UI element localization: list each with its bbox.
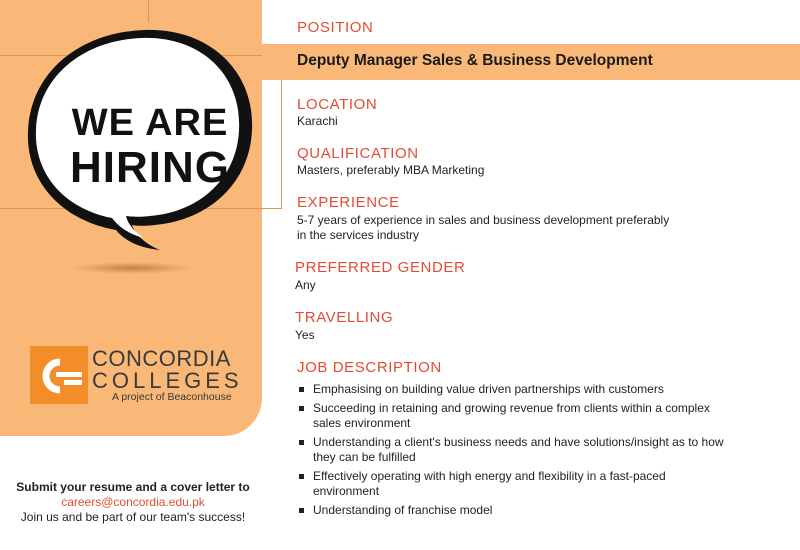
- list-item: Effectively operating with high energy and flexibility in a fast-paced environment: [297, 469, 727, 499]
- list-item: Emphasising on building value driven partnerships with customers: [297, 382, 727, 397]
- job-description-heading: JOB DESCRIPTION: [297, 359, 442, 376]
- gender-value: Any: [295, 278, 316, 292]
- qualification-heading: QUALIFICATION: [297, 145, 419, 162]
- travelling-heading: TRAVELLING: [295, 309, 394, 326]
- logo-mark-icon: [30, 346, 88, 404]
- position-title: Deputy Manager Sales & Business Development: [297, 52, 653, 69]
- bubble-shadow: [72, 262, 192, 274]
- job-description-list: [297, 382, 727, 522]
- qualification-value: Masters, preferably MBA Marketing: [297, 163, 485, 177]
- logo-name-line-2: COLLEGES: [92, 368, 243, 393]
- experience-heading: EXPERIENCE: [297, 194, 400, 211]
- list-item: Understanding of franchise model: [297, 503, 727, 518]
- travelling-value: Yes: [295, 328, 315, 342]
- hiring-line-1: WE ARE: [71, 102, 229, 144]
- position-heading: POSITION: [297, 19, 374, 36]
- footer-tagline: Join us and be part of our team's success!: [20, 510, 246, 524]
- list-item: Succeeding in retaining and growing revenue from clients within a complex sales environment: [297, 401, 727, 431]
- logo-name-line-1: CONCORDIA: [92, 346, 231, 371]
- speech-bubble: [20, 22, 270, 262]
- guide-line: [148, 0, 149, 22]
- experience-value-line-2: in the services industry: [297, 228, 420, 242]
- logo-tagline: A project of Beaconhouse: [112, 391, 232, 403]
- location-value: Karachi: [297, 114, 338, 128]
- list-item: Understanding a client's business needs and have solutions/insight as to how they can be fulfilled: [297, 435, 727, 465]
- gender-heading: PREFERRED GENDER: [295, 259, 466, 276]
- hiring-line-2: HIRING: [70, 143, 230, 192]
- location-heading: LOCATION: [297, 96, 378, 113]
- experience-value-line-1: 5-7 years of experience in sales and business development preferably: [297, 213, 670, 227]
- hiring-title: [50, 104, 250, 190]
- concordia-logo: [30, 346, 243, 408]
- careers-email-link[interactable]: careers@concordia.edu.pk: [61, 495, 205, 509]
- footer-instruction: Submit your resume and a cover letter to: [16, 480, 250, 494]
- footer-contact: [0, 480, 266, 525]
